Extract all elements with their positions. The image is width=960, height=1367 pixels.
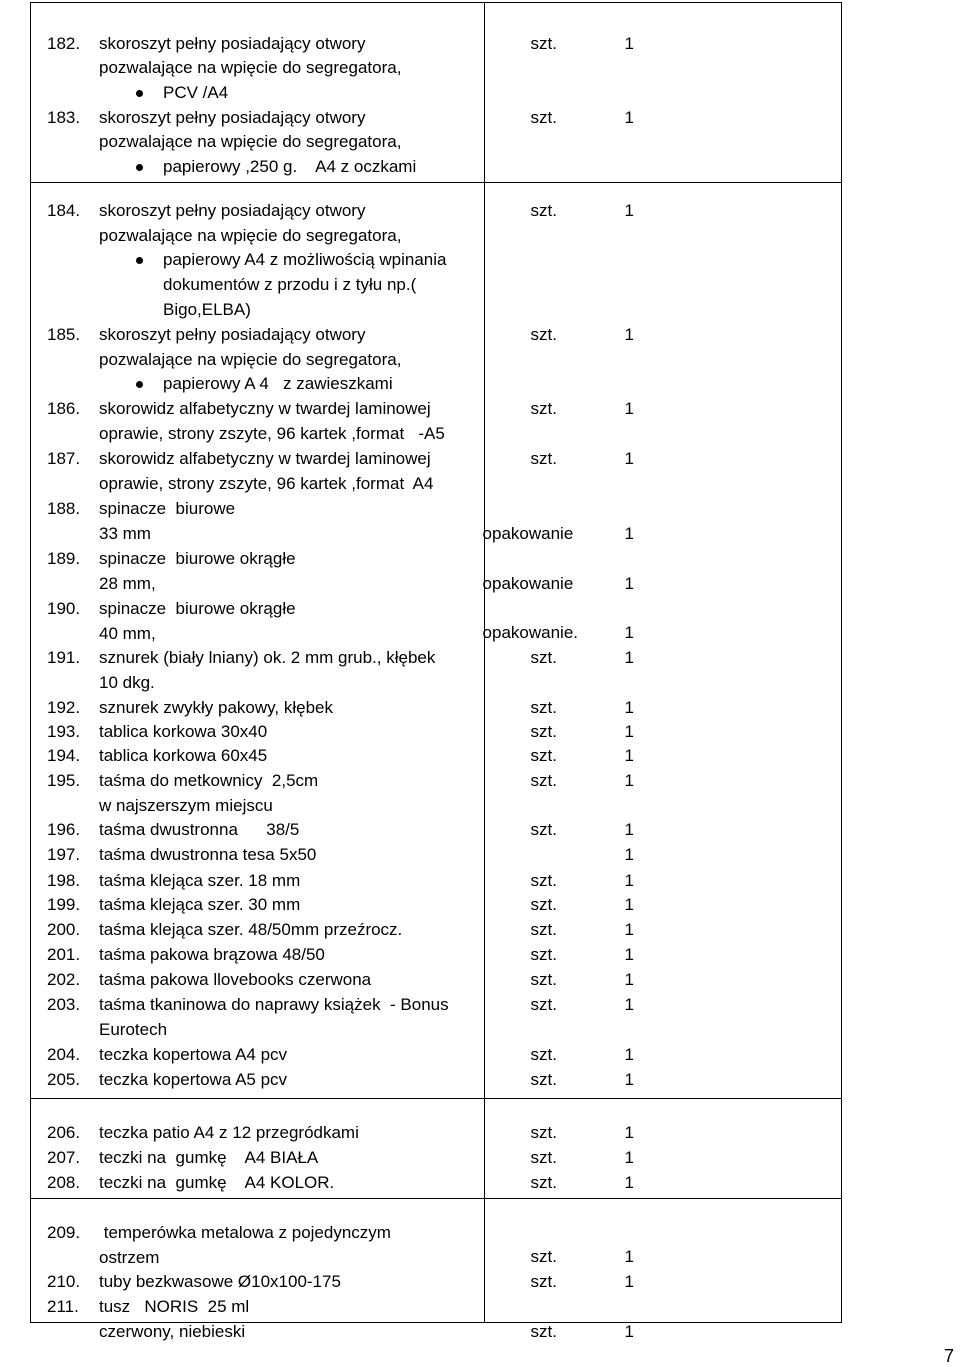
- page-number: 7: [944, 1346, 955, 1366]
- quantity: 1: [624, 871, 635, 890]
- item-number: 183.: [47, 107, 81, 127]
- list-item: [31, 106, 416, 180]
- item-text: tablica korkowa 30x40: [99, 722, 268, 741]
- unit-label: opakowanie: [482, 524, 574, 543]
- item-bullet: papierowy ,250 g. A4 z oczkami: [99, 155, 416, 180]
- quantity: 1: [624, 995, 635, 1014]
- quantity: 1: [624, 1272, 635, 1291]
- item-number: 188.: [47, 499, 81, 518]
- item-number: 207.: [47, 1148, 81, 1167]
- item-text: sznurek zwykły pakowy, kłębek: [99, 698, 333, 717]
- item-number: 195.: [47, 771, 81, 790]
- items-table: [30, 2, 842, 1341]
- unit-label: szt.: [530, 399, 557, 418]
- list-item: [31, 646, 435, 695]
- item-number: 198.: [47, 871, 81, 890]
- item-number: 210.: [47, 1272, 81, 1291]
- unit-label: szt.: [530, 1272, 557, 1291]
- unit-cell: [484, 183, 841, 1099]
- unit-cell: [484, 1099, 841, 1199]
- list-item: [31, 397, 445, 446]
- unit-label: szt.: [530, 920, 557, 939]
- table-row: [31, 183, 842, 1099]
- item-number: 185.: [47, 325, 81, 344]
- item-bullet: papierowy A4 z możliwością wpinania: [99, 248, 446, 273]
- list-item: [31, 547, 296, 596]
- item-text: skoroszyt pełny posiadający otwory: [99, 325, 366, 344]
- item-text: 10 dkg.: [99, 672, 155, 692]
- unit-label: szt.: [530, 325, 557, 344]
- item-number: 182.: [47, 33, 81, 53]
- unit-label: szt.: [530, 722, 557, 741]
- item-number: 194.: [47, 746, 81, 765]
- unit-label: szt.: [530, 648, 557, 667]
- item-text: w najszerszym miejscu: [99, 795, 273, 815]
- quantity: 1: [624, 820, 635, 839]
- item-text: skorowidz alfabetyczny w twardej laminowej: [99, 449, 431, 468]
- description-cell: [31, 1199, 485, 1341]
- unit-label: opakowanie.: [482, 623, 579, 642]
- quantity: 1: [624, 524, 635, 543]
- unit-label: szt.: [530, 201, 557, 220]
- item-text: skoroszyt pełny posiadający otwory: [99, 107, 366, 127]
- item-text: taśma klejąca szer. 18 mm: [99, 871, 301, 890]
- item-text: spinacze biurowe okrągłe: [99, 599, 296, 618]
- quantity: 1: [624, 1247, 635, 1266]
- quantity: 1: [624, 1045, 635, 1064]
- list-item: [31, 1270, 341, 1295]
- item-text: pozwalające na wpięcie do segregatora,: [99, 225, 402, 245]
- list-item: [31, 744, 267, 769]
- unit-label: szt.: [530, 33, 557, 53]
- item-text: taśma klejąca szer. 48/50mm przeźrocz.: [99, 920, 403, 939]
- unit-label: opakowanie: [482, 574, 574, 593]
- unit-label: szt.: [530, 1123, 557, 1142]
- item-number: 187.: [47, 449, 81, 468]
- item-bullet: Bigo,ELBA): [163, 299, 251, 319]
- list-item: [31, 993, 449, 1042]
- quantity: 1: [624, 746, 635, 765]
- item-text: sznurek (biały lniany) ok. 2 mm grub., kłębek: [99, 648, 436, 667]
- item-text: teczka kopertowa A5 pcv: [99, 1070, 288, 1089]
- description-cell: [31, 1099, 485, 1199]
- item-number: 203.: [47, 995, 81, 1014]
- list-item: [31, 1171, 334, 1196]
- list-item: [31, 769, 318, 818]
- table-row: [31, 1099, 842, 1199]
- item-text: taśma dwustronna tesa 5x50: [99, 845, 317, 864]
- item-text: taśma tkaninowa do naprawy książek - Bonus: [99, 995, 449, 1014]
- item-text: skorowidz alfabetyczny w twardej laminowej: [99, 399, 431, 418]
- item-number: 201.: [47, 945, 81, 964]
- list-item: [31, 447, 433, 496]
- unit-label: szt.: [530, 1247, 557, 1266]
- quantity: 1: [624, 698, 635, 717]
- unit-label: szt.: [530, 970, 557, 989]
- item-text: 40 mm,: [99, 623, 156, 643]
- item-number: 184.: [47, 201, 81, 220]
- item-text: pozwalające na wpięcie do segregatora,: [99, 58, 402, 78]
- list-item: [31, 199, 446, 323]
- item-bullet: PCV /A4: [99, 81, 401, 106]
- item-text: taśma dwustronna 38/5: [99, 820, 300, 839]
- item-number: 192.: [47, 698, 81, 717]
- item-number: 209.: [47, 1223, 81, 1242]
- item-text: czerwony, niebieski: [99, 1321, 246, 1341]
- quantity: 1: [624, 722, 635, 741]
- quantity: 1: [624, 1148, 635, 1167]
- list-item: [31, 968, 371, 993]
- list-item: [31, 818, 299, 843]
- list-item: [31, 843, 316, 868]
- unit-label: szt.: [530, 895, 557, 914]
- quantity: 1: [624, 648, 635, 667]
- item-number: 208.: [47, 1173, 81, 1192]
- item-text: Eurotech: [99, 1019, 168, 1039]
- quantity: 1: [624, 399, 635, 418]
- item-number: 205.: [47, 1070, 81, 1089]
- quantity: 1: [624, 33, 635, 53]
- list-item: [31, 323, 401, 397]
- item-text: tablica korkowa 60x45: [99, 746, 268, 765]
- list-item: [31, 597, 296, 646]
- item-text: tuby bezkwasowe Ø10x100-175: [99, 1272, 341, 1291]
- list-item: [31, 1068, 287, 1093]
- item-text: oprawie, strony zszyte, 96 kartek ,format -A5: [99, 423, 445, 443]
- unit-cell: [484, 1199, 841, 1341]
- quantity: 1: [624, 1070, 635, 1089]
- list-item: [31, 1121, 359, 1146]
- item-number: 186.: [47, 399, 81, 418]
- item-text: skoroszyt pełny posiadający otwory: [99, 33, 366, 53]
- item-text: temperówka metalowa z pojedynczym: [99, 1223, 391, 1242]
- item-text: taśma do metkownicy 2,5cm: [99, 771, 319, 790]
- unit-label: szt.: [530, 995, 557, 1014]
- quantity: 1: [624, 107, 635, 127]
- item-text: teczki na gumkę A4 BIAŁA: [99, 1148, 319, 1167]
- list-item: [31, 918, 402, 943]
- item-text: spinacze biurowe okrągłe: [99, 549, 296, 568]
- quantity: 1: [624, 201, 635, 220]
- item-number: 197.: [47, 845, 81, 864]
- unit-label: szt.: [530, 1173, 557, 1192]
- item-bullet: dokumentów z przodu i z tyłu np.(: [163, 275, 417, 295]
- item-text: teczka patio A4 z 12 przegródkami: [99, 1123, 359, 1142]
- quantity: 1: [624, 920, 635, 939]
- table-row: [31, 3, 842, 183]
- quantity: 1: [624, 449, 635, 468]
- list-item: [31, 497, 235, 546]
- item-text: oprawie, strony zszyte, 96 kartek ,format A4: [99, 473, 434, 493]
- item-number: 196.: [47, 820, 81, 839]
- item-bullet: papierowy A 4 z zawieszkami: [99, 372, 401, 397]
- item-number: 200.: [47, 920, 81, 939]
- unit-label: szt.: [530, 945, 557, 964]
- quantity: 1: [624, 1173, 635, 1192]
- unit-label: szt.: [530, 107, 557, 127]
- quantity: 1: [624, 771, 635, 790]
- item-number: 191.: [47, 648, 81, 667]
- quantity: 1: [624, 895, 635, 914]
- item-text: pozwalające na wpięcie do segregatora,: [99, 132, 402, 152]
- description-cell: [31, 3, 485, 183]
- item-text: skoroszyt pełny posiadający otwory: [99, 201, 366, 220]
- item-text: tusz NORIS 25 ml: [99, 1297, 250, 1316]
- list-item: [31, 1043, 287, 1068]
- unit-label: szt.: [530, 746, 557, 765]
- item-number: 189.: [47, 549, 81, 568]
- item-text: ostrzem: [99, 1247, 160, 1267]
- list-item: [31, 696, 333, 721]
- item-text: taśma pakowa brązowa 48/50: [99, 945, 325, 964]
- unit-label: szt.: [530, 449, 557, 468]
- quantity: 1: [624, 945, 635, 964]
- quantity: 1: [624, 845, 635, 864]
- unit-label: szt.: [530, 698, 557, 717]
- item-number: 193.: [47, 722, 81, 741]
- item-text: taśma pakowa llovebooks czerwona: [99, 970, 372, 989]
- quantity: 1: [624, 574, 635, 593]
- item-text: 33 mm: [99, 523, 151, 543]
- list-item: [31, 1295, 249, 1344]
- unit-label: szt.: [530, 1045, 557, 1064]
- item-number: 202.: [47, 970, 81, 989]
- list-item: [31, 943, 325, 968]
- list-item: [31, 1221, 391, 1270]
- list-item: [31, 720, 267, 745]
- item-number: 204.: [47, 1045, 81, 1064]
- item-text: 28 mm,: [99, 573, 156, 593]
- item-number: 211.: [47, 1297, 79, 1316]
- quantity: 1: [624, 325, 635, 344]
- item-text: spinacze biurowe: [99, 499, 236, 518]
- item-number: 206.: [47, 1123, 81, 1142]
- list-item: [31, 1146, 318, 1171]
- quantity: 1: [624, 970, 635, 989]
- description-cell: [31, 183, 485, 1099]
- unit-label: szt.: [530, 1322, 557, 1341]
- unit-label: szt.: [530, 871, 557, 890]
- quantity: 1: [624, 623, 635, 642]
- item-number: 199.: [47, 895, 81, 914]
- unit-label: szt.: [530, 1148, 557, 1167]
- item-number: 190.: [47, 599, 81, 618]
- unit-cell: [484, 3, 841, 183]
- table-row: [31, 1199, 842, 1323]
- item-text: taśma klejąca szer. 30 mm: [99, 895, 301, 914]
- unit-label: szt.: [530, 1070, 557, 1089]
- item-text: pozwalające na wpięcie do segregatora,: [99, 349, 402, 369]
- quantity: 1: [624, 1322, 635, 1341]
- item-text: teczki na gumkę A4 KOLOR.: [99, 1173, 335, 1192]
- unit-label: szt.: [530, 771, 557, 790]
- unit-label: szt.: [530, 820, 557, 839]
- item-text: teczka kopertowa A4 pcv: [99, 1045, 288, 1064]
- list-item: [31, 869, 300, 894]
- list-item: [31, 893, 300, 918]
- list-item: [31, 32, 401, 106]
- quantity: 1: [624, 1123, 635, 1142]
